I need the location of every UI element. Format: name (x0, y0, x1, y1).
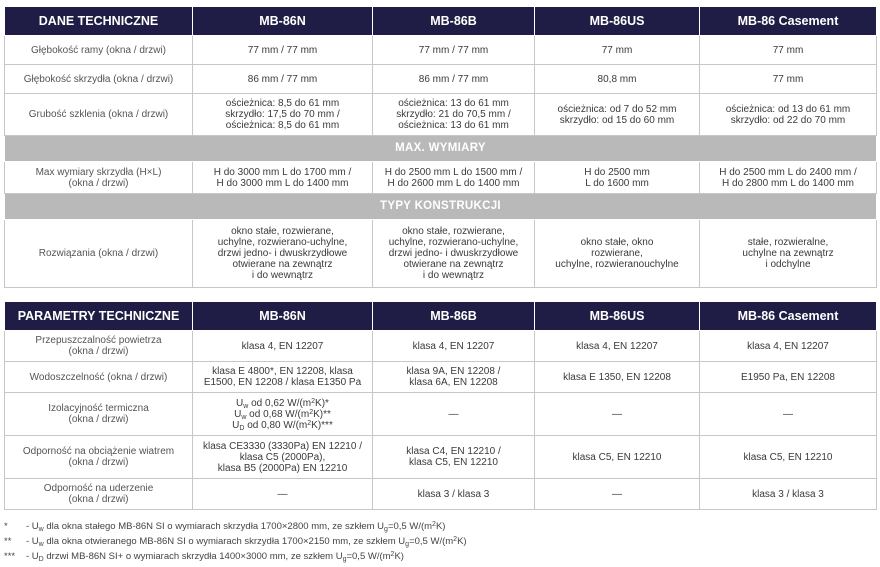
cell: ościeżnica: 13 do 61 mm skrzydło: 21 do 70,5 mm / ościeżnica: 13 do 61 mm (373, 94, 535, 136)
header-mb-86b: MB-86B (373, 7, 535, 36)
header-row (5, 302, 877, 331)
cell: 86 mm / 77 mm (193, 65, 373, 94)
footnotes (4, 519, 467, 564)
section-row-max-wymiary (5, 136, 877, 162)
row-label: Wodoszczelność (okna / drzwi) (5, 362, 193, 393)
header-mb-86n: MB-86N (193, 7, 373, 36)
row-label: Grubość szklenia (okna / drzwi) (5, 94, 193, 136)
cell: H do 3000 mm L do 1700 mm / H do 3000 mm L do 1400 mm (193, 162, 373, 194)
cell: klasa 4, EN 12207 (373, 331, 535, 362)
section-title: MAX. WYMIARY (5, 136, 877, 162)
section-row-typy-konstrukcji (5, 194, 877, 220)
cell: 80,8 mm (535, 65, 700, 94)
cell: — (700, 393, 877, 436)
cell: — (535, 393, 700, 436)
cell: klasa C5, EN 12210 (535, 436, 700, 479)
row-label: Odporność na obciążenie wiatrem (okna / drzwi) (5, 436, 193, 479)
cell: okno stałe, okno rozwierane, uchylne, rozwieranouchylne (535, 220, 700, 288)
table-row (5, 162, 877, 194)
footnote-1: * - $U_w$ dla okna stałego MB-86N SI o wymiarach skrzydła 1700×2800 mm, ze szkłem $U_g=0,5$ $W/(m^2K)$ (4, 521, 446, 533)
table-row (5, 220, 877, 288)
cell: klasa 4, EN 12207 (193, 331, 373, 362)
header-mb-86-casement: MB-86 Casement (700, 7, 877, 36)
cell: klasa E 1350, EN 12208 (535, 362, 700, 393)
table-row (5, 479, 877, 510)
table-row (5, 94, 877, 136)
cell: klasa 3 / klasa 3 (373, 479, 535, 510)
row-label: Głębokość ramy (okna / drzwi) (5, 36, 193, 65)
header-mb-86-casement: MB-86 Casement (700, 302, 877, 331)
header-dane-techniczne: DANE TECHNICZNE (5, 7, 193, 36)
header-mb-86us: MB-86US (535, 302, 700, 331)
cell: ościeżnica: od 7 do 52 mm skrzydło: od 15 do 60 mm (535, 94, 700, 136)
row-label: Głębokość skrzydła (okna / drzwi) (5, 65, 193, 94)
cell: 86 mm / 77 mm (373, 65, 535, 94)
cell: stałe, rozwieralne, uchylne na zewnątrz i odchylne (700, 220, 877, 288)
cell: H do 2500 mm L do 2400 mm / H do 2800 mm L do 1400 mm (700, 162, 877, 194)
cell: H do 2500 mm L do 1600 mm (535, 162, 700, 194)
cell-thermal-mb-86n: $U_w$ od 0,62 $W/(m^2K)*$ $U_w$ od 0,68 $W/(m^2K)**$ $U_D$ od 0,80 $W/(m^2K)***$ (193, 393, 373, 436)
cell: klasa 9A, EN 12208 / klasa 6A, EN 12208 (373, 362, 535, 393)
section-title: TYPY KONSTRUKCJI (5, 194, 877, 220)
row-label: Izolacyjność termiczna (okna / drzwi) (5, 393, 193, 436)
cell: E1950 Pa, EN 12208 (700, 362, 877, 393)
table-row (5, 362, 877, 393)
technical-data-table (4, 6, 877, 288)
cell: — (373, 393, 535, 436)
cell: ościeżnica: od 13 do 61 mm skrzydło: od 22 do 70 mm (700, 94, 877, 136)
table-row (5, 393, 877, 436)
row-label: Rozwiązania (okna / drzwi) (5, 220, 193, 288)
cell: 77 mm (535, 36, 700, 65)
cell: — (535, 479, 700, 510)
header-parametry-techniczne: PARAMETRY TECHNICZNE (5, 302, 193, 331)
table-row (5, 65, 877, 94)
header-mb-86b: MB-86B (373, 302, 535, 331)
row-label: Przepuszczalność powietrza (okna / drzwi) (5, 331, 193, 362)
cell: klasa CE3330 (3330Pa) EN 12210 / klasa C5 (2000Pa), klasa B5 (2000Pa) EN 12210 (193, 436, 373, 479)
cell: 77 mm / 77 mm (193, 36, 373, 65)
cell: okno stałe, rozwierane, uchylne, rozwierano-uchylne, drzwi jedno- i dwuskrzydłowe otwierane na zewnątrz i do wewnątrz (373, 220, 535, 288)
cell: 77 mm (700, 36, 877, 65)
row-label: Odporność na uderzenie (okna / drzwi) (5, 479, 193, 510)
footnote-3: *** - $U_D$ drzwi MB-86N SI+ o wymiarach skrzydła 1400×3000 mm, ze szkłem $U_g=0,5$ $W/(m^2K)$ (4, 551, 404, 563)
table-row (5, 436, 877, 479)
cell: klasa E 4800*, EN 12208, klasa E1500, EN 12208 / klasa E1350 Pa (193, 362, 373, 393)
cell: klasa C4, EN 12210 / klasa C5, EN 12210 (373, 436, 535, 479)
cell: klasa 4, EN 12207 (700, 331, 877, 362)
cell: 77 mm / 77 mm (373, 36, 535, 65)
cell: klasa C5, EN 12210 (700, 436, 877, 479)
cell: H do 2500 mm L do 1500 mm / H do 2600 mm L do 1400 mm (373, 162, 535, 194)
table-row (5, 36, 877, 65)
footnote-2: ** - $U_w$ dla okna otwieranego MB-86N SI o wymiarach skrzydła 1700×2150 mm, ze szkłem $U_g=0,5$ $W/(m^2K)$ (4, 536, 467, 548)
technical-parameters-table (4, 301, 877, 510)
row-label: Max wymiary skrzydła (H×L) (okna / drzwi) (5, 162, 193, 194)
table-row (5, 331, 877, 362)
cell: ościeżnica: 8,5 do 61 mm skrzydło: 17,5 do 70 mm / ościeżnica: 8,5 do 61 mm (193, 94, 373, 136)
cell: klasa 4, EN 12207 (535, 331, 700, 362)
cell: 77 mm (700, 65, 877, 94)
header-mb-86us: MB-86US (535, 7, 700, 36)
cell: klasa 3 / klasa 3 (700, 479, 877, 510)
cell: — (193, 479, 373, 510)
cell: okno stałe, rozwierane, uchylne, rozwierano-uchylne, drzwi jedno- i dwuskrzydłowe otwierane na zewnątrz i do wewnątrz (193, 220, 373, 288)
header-row (5, 7, 877, 36)
header-mb-86n: MB-86N (193, 302, 373, 331)
